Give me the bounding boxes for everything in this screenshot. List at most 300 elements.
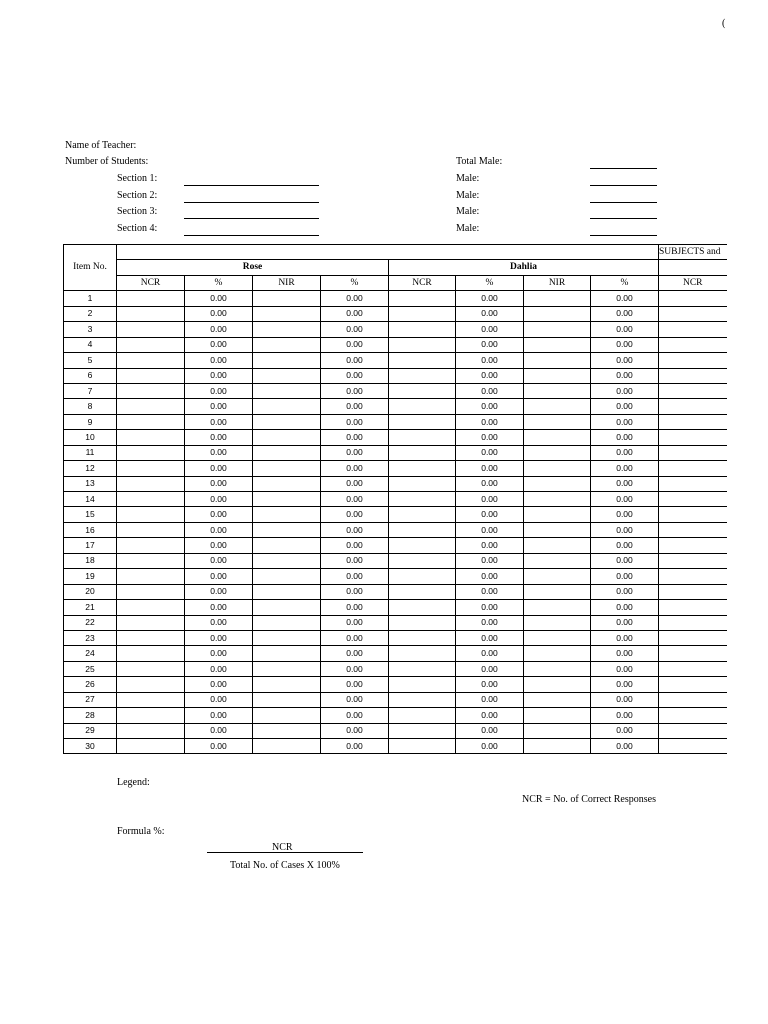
entry-cell[interactable]: [389, 337, 456, 352]
entry-cell[interactable]: [524, 569, 591, 584]
percent-cell: 0.00: [591, 677, 659, 692]
entry-cell[interactable]: [253, 383, 321, 398]
percent-cell: 0.00: [456, 661, 524, 676]
entry-cell[interactable]: [389, 522, 456, 537]
entry-cell[interactable]: [524, 522, 591, 537]
section-4-label: Section 4:: [117, 223, 158, 234]
section-4-male-field[interactable]: [590, 235, 657, 236]
item-number-cell: 1: [64, 291, 117, 306]
percent-cell: 0.00: [321, 646, 389, 661]
entry-cell[interactable]: [659, 538, 727, 553]
col-header: NCR: [659, 275, 727, 290]
entry-cell[interactable]: [117, 492, 185, 507]
table-row: [64, 322, 727, 337]
percent-cell: 0.00: [321, 337, 389, 352]
subjects-spacer: [117, 245, 659, 260]
col-header: %: [591, 275, 659, 290]
entry-cell[interactable]: [659, 584, 727, 599]
entry-cell[interactable]: [524, 322, 591, 337]
entry-cell[interactable]: [253, 476, 321, 491]
entry-cell[interactable]: [253, 306, 321, 321]
entry-cell[interactable]: [659, 569, 727, 584]
table-row: [64, 677, 727, 692]
column-header-row: [64, 275, 727, 290]
entry-cell[interactable]: [524, 368, 591, 383]
entry-cell[interactable]: [389, 584, 456, 599]
entry-cell[interactable]: [524, 661, 591, 676]
percent-cell: 0.00: [591, 708, 659, 723]
entry-cell[interactable]: [253, 553, 321, 568]
entry-cell[interactable]: [253, 337, 321, 352]
entry-cell[interactable]: [659, 368, 727, 383]
entry-cell[interactable]: [659, 553, 727, 568]
item-number-cell: 13: [64, 476, 117, 491]
entry-cell[interactable]: [524, 615, 591, 630]
entry-cell[interactable]: [659, 646, 727, 661]
entry-cell[interactable]: [253, 723, 321, 738]
entry-cell[interactable]: [389, 538, 456, 553]
percent-cell: 0.00: [321, 615, 389, 630]
table-row: [64, 383, 727, 398]
entry-cell[interactable]: [659, 337, 727, 352]
entry-cell[interactable]: [524, 430, 591, 445]
entry-cell[interactable]: [524, 538, 591, 553]
entry-cell[interactable]: [253, 353, 321, 368]
entry-cell[interactable]: [389, 661, 456, 676]
percent-cell: 0.00: [321, 507, 389, 522]
entry-cell[interactable]: [524, 646, 591, 661]
entry-cell[interactable]: [524, 461, 591, 476]
group-header-next: [659, 260, 727, 275]
percent-cell: 0.00: [591, 492, 659, 507]
entry-cell[interactable]: [117, 507, 185, 522]
entry-cell[interactable]: [253, 430, 321, 445]
percent-cell: 0.00: [321, 291, 389, 306]
percent-cell: 0.00: [456, 723, 524, 738]
percent-cell: 0.00: [321, 492, 389, 507]
entry-cell[interactable]: [659, 306, 727, 321]
item-number-cell: 30: [64, 739, 117, 754]
entry-cell[interactable]: [253, 445, 321, 460]
table-row: [64, 445, 727, 460]
item-number-cell: 14: [64, 492, 117, 507]
table-row: [64, 306, 727, 321]
item-number-cell: 29: [64, 723, 117, 738]
table-row: [64, 353, 727, 368]
entry-cell[interactable]: [659, 291, 727, 306]
entry-cell[interactable]: [389, 430, 456, 445]
entry-cell[interactable]: [659, 430, 727, 445]
table-row: [64, 692, 727, 707]
percent-cell: 0.00: [456, 569, 524, 584]
item-number-cell: 27: [64, 692, 117, 707]
entry-cell[interactable]: [389, 692, 456, 707]
entry-cell[interactable]: [253, 615, 321, 630]
students-label: Number of Students:: [65, 156, 149, 167]
percent-cell: 0.00: [321, 692, 389, 707]
entry-cell[interactable]: [389, 569, 456, 584]
section-2-male-label: Male:: [456, 190, 480, 201]
percent-cell: 0.00: [591, 646, 659, 661]
entry-cell[interactable]: [253, 630, 321, 645]
percent-cell: 0.00: [185, 646, 253, 661]
entry-cell[interactable]: [659, 723, 727, 738]
table-row: [64, 414, 727, 429]
percent-cell: 0.00: [321, 708, 389, 723]
section-1-label: Section 1:: [117, 173, 158, 184]
entry-cell[interactable]: [253, 538, 321, 553]
formula-denominator: Total No. of Cases X 100%: [230, 860, 340, 871]
item-number-cell: 23: [64, 630, 117, 645]
entry-cell[interactable]: [253, 322, 321, 337]
percent-cell: 0.00: [456, 430, 524, 445]
item-number-cell: 10: [64, 430, 117, 445]
section-2-male-field[interactable]: [590, 202, 657, 203]
entry-cell[interactable]: [253, 569, 321, 584]
entry-cell[interactable]: [524, 708, 591, 723]
entry-cell[interactable]: [659, 353, 727, 368]
entry-cell[interactable]: [117, 445, 185, 460]
percent-cell: 0.00: [185, 368, 253, 383]
percent-cell: 0.00: [185, 306, 253, 321]
percent-cell: 0.00: [591, 661, 659, 676]
percent-cell: 0.00: [185, 569, 253, 584]
item-number-cell: 9: [64, 414, 117, 429]
section-3-label: Section 3:: [117, 206, 158, 217]
percent-cell: 0.00: [185, 522, 253, 537]
percent-cell: 0.00: [591, 553, 659, 568]
percent-cell: 0.00: [321, 383, 389, 398]
entry-cell[interactable]: [659, 600, 727, 615]
percent-cell: 0.00: [321, 430, 389, 445]
item-number-cell: 2: [64, 306, 117, 321]
entry-cell[interactable]: [659, 507, 727, 522]
entry-cell[interactable]: [117, 615, 185, 630]
entry-cell[interactable]: [659, 615, 727, 630]
entry-cell[interactable]: [659, 739, 727, 754]
entry-cell[interactable]: [659, 445, 727, 460]
entry-cell[interactable]: [659, 522, 727, 537]
group-header-dahlia: Dahlia: [389, 260, 659, 275]
entry-cell[interactable]: [389, 739, 456, 754]
entry-cell[interactable]: [117, 399, 185, 414]
entry-cell[interactable]: [524, 399, 591, 414]
entry-cell[interactable]: [117, 430, 185, 445]
item-number-cell: 5: [64, 353, 117, 368]
entry-cell[interactable]: [117, 723, 185, 738]
entry-cell[interactable]: [659, 383, 727, 398]
entry-cell[interactable]: [117, 708, 185, 723]
entry-cell[interactable]: [659, 692, 727, 707]
entry-cell[interactable]: [389, 414, 456, 429]
subjects-header: SUBJECTS and: [659, 245, 727, 260]
percent-cell: 0.00: [456, 368, 524, 383]
item-number-cell: 28: [64, 708, 117, 723]
percent-cell: 0.00: [456, 492, 524, 507]
entry-cell[interactable]: [389, 677, 456, 692]
percent-cell: 0.00: [456, 353, 524, 368]
percent-cell: 0.00: [456, 600, 524, 615]
item-number-cell: 24: [64, 646, 117, 661]
percent-cell: 0.00: [591, 522, 659, 537]
percent-cell: 0.00: [321, 368, 389, 383]
entry-cell[interactable]: [659, 492, 727, 507]
percent-cell: 0.00: [321, 399, 389, 414]
entry-cell[interactable]: [117, 569, 185, 584]
percent-cell: 0.00: [321, 522, 389, 537]
percent-cell: 0.00: [185, 430, 253, 445]
entry-cell[interactable]: [253, 399, 321, 414]
col-header: %: [456, 275, 524, 290]
entry-cell[interactable]: [389, 383, 456, 398]
formula-fraction-bar: [207, 852, 363, 853]
entry-cell[interactable]: [117, 522, 185, 537]
entry-cell[interactable]: [253, 368, 321, 383]
entry-cell[interactable]: [117, 661, 185, 676]
entry-cell[interactable]: [253, 708, 321, 723]
percent-cell: 0.00: [185, 353, 253, 368]
percent-cell: 0.00: [591, 414, 659, 429]
table-row: [64, 584, 727, 599]
section-1-field[interactable]: [184, 185, 319, 186]
section-1-male-label: Male:: [456, 173, 480, 184]
table-row: [64, 538, 727, 553]
percent-cell: 0.00: [321, 353, 389, 368]
legend-label: Legend:: [117, 777, 150, 788]
formula-numerator: NCR: [272, 842, 293, 853]
entry-cell[interactable]: [117, 646, 185, 661]
section-3-field[interactable]: [184, 218, 319, 219]
entry-cell[interactable]: [117, 291, 185, 306]
percent-cell: 0.00: [321, 553, 389, 568]
percent-cell: 0.00: [456, 291, 524, 306]
entry-cell[interactable]: [524, 723, 591, 738]
entry-cell[interactable]: [389, 353, 456, 368]
entry-cell[interactable]: [659, 414, 727, 429]
entry-cell[interactable]: [524, 414, 591, 429]
percent-cell: 0.00: [185, 461, 253, 476]
entry-cell[interactable]: [117, 538, 185, 553]
percent-cell: 0.00: [321, 739, 389, 754]
entry-cell[interactable]: [253, 507, 321, 522]
percent-cell: 0.00: [456, 399, 524, 414]
item-number-cell: 16: [64, 522, 117, 537]
percent-cell: 0.00: [185, 708, 253, 723]
item-number-cell: 22: [64, 615, 117, 630]
section-1-male-field[interactable]: [590, 185, 657, 186]
entry-cell[interactable]: [389, 723, 456, 738]
entry-cell[interactable]: [253, 661, 321, 676]
entry-cell[interactable]: [117, 553, 185, 568]
entry-cell[interactable]: [659, 708, 727, 723]
group-header-row: [64, 260, 727, 275]
table-row: [64, 492, 727, 507]
entry-cell[interactable]: [117, 306, 185, 321]
percent-cell: 0.00: [185, 538, 253, 553]
entry-cell[interactable]: [659, 322, 727, 337]
percent-cell: 0.00: [185, 553, 253, 568]
entry-cell[interactable]: [389, 708, 456, 723]
entry-cell[interactable]: [659, 476, 727, 491]
entry-cell[interactable]: [389, 445, 456, 460]
entry-cell[interactable]: [253, 646, 321, 661]
entry-cell[interactable]: [117, 322, 185, 337]
entry-cell[interactable]: [389, 492, 456, 507]
section-2-label: Section 2:: [117, 190, 158, 201]
entry-cell[interactable]: [524, 553, 591, 568]
percent-cell: 0.00: [591, 569, 659, 584]
entry-cell[interactable]: [524, 383, 591, 398]
entry-cell[interactable]: [524, 677, 591, 692]
entry-cell[interactable]: [659, 461, 727, 476]
entry-cell[interactable]: [117, 677, 185, 692]
table-row: [64, 476, 727, 491]
percent-cell: 0.00: [321, 538, 389, 553]
entry-cell[interactable]: [389, 291, 456, 306]
entry-cell[interactable]: [389, 306, 456, 321]
table-row: [64, 399, 727, 414]
entry-cell[interactable]: [524, 306, 591, 321]
entry-cell[interactable]: [253, 291, 321, 306]
table-row: [64, 461, 727, 476]
section-4-male-label: Male:: [456, 223, 480, 234]
entry-cell[interactable]: [659, 661, 727, 676]
percent-cell: 0.00: [456, 538, 524, 553]
table-row: [64, 646, 727, 661]
percent-cell: 0.00: [321, 306, 389, 321]
entry-cell[interactable]: [389, 646, 456, 661]
col-header: %: [321, 275, 389, 290]
item-number-cell: 18: [64, 553, 117, 568]
percent-cell: 0.00: [185, 322, 253, 337]
entry-cell[interactable]: [524, 476, 591, 491]
percent-cell: 0.00: [185, 383, 253, 398]
entry-cell[interactable]: [253, 414, 321, 429]
entry-cell[interactable]: [117, 368, 185, 383]
table-row: [64, 430, 727, 445]
entry-cell[interactable]: [117, 584, 185, 599]
entry-cell[interactable]: [117, 630, 185, 645]
entry-cell[interactable]: [389, 600, 456, 615]
entry-cell[interactable]: [389, 476, 456, 491]
item-number-cell: 7: [64, 383, 117, 398]
entry-cell[interactable]: [389, 507, 456, 522]
percent-cell: 0.00: [591, 584, 659, 599]
entry-cell[interactable]: [117, 739, 185, 754]
percent-cell: 0.00: [185, 414, 253, 429]
item-number-cell: 12: [64, 461, 117, 476]
entry-cell[interactable]: [253, 492, 321, 507]
entry-cell[interactable]: [253, 677, 321, 692]
entry-cell[interactable]: [524, 337, 591, 352]
percent-cell: 0.00: [185, 445, 253, 460]
percent-cell: 0.00: [456, 646, 524, 661]
entry-cell[interactable]: [524, 739, 591, 754]
percent-cell: 0.00: [591, 476, 659, 491]
entry-cell[interactable]: [253, 739, 321, 754]
entry-cell[interactable]: [253, 584, 321, 599]
entry-cell[interactable]: [389, 615, 456, 630]
entry-cell[interactable]: [389, 461, 456, 476]
legend-ncr-text: NCR = No. of Correct Responses: [522, 794, 656, 805]
table-row: [64, 723, 727, 738]
entry-cell[interactable]: [524, 584, 591, 599]
percent-cell: 0.00: [456, 306, 524, 321]
entry-cell[interactable]: [389, 368, 456, 383]
entry-cell[interactable]: [524, 353, 591, 368]
entry-cell[interactable]: [524, 445, 591, 460]
entry-cell[interactable]: [117, 353, 185, 368]
group-header-rose: Rose: [117, 260, 389, 275]
percent-cell: 0.00: [456, 322, 524, 337]
entry-cell[interactable]: [117, 692, 185, 707]
entry-cell[interactable]: [389, 322, 456, 337]
entry-cell[interactable]: [117, 337, 185, 352]
entry-cell[interactable]: [524, 507, 591, 522]
entry-cell[interactable]: [117, 383, 185, 398]
entry-cell[interactable]: [389, 399, 456, 414]
entry-cell[interactable]: [253, 600, 321, 615]
percent-cell: 0.00: [591, 322, 659, 337]
entry-cell[interactable]: [524, 600, 591, 615]
entry-cell[interactable]: [524, 692, 591, 707]
entry-cell[interactable]: [117, 476, 185, 491]
col-header: NIR: [253, 275, 321, 290]
entry-cell[interactable]: [117, 414, 185, 429]
section-3-male-field[interactable]: [590, 218, 657, 219]
percent-cell: 0.00: [185, 739, 253, 754]
entry-cell[interactable]: [659, 630, 727, 645]
entry-cell[interactable]: [524, 291, 591, 306]
percent-cell: 0.00: [456, 461, 524, 476]
item-number-cell: 4: [64, 337, 117, 352]
table-row: [64, 661, 727, 676]
total-male-field[interactable]: [590, 168, 657, 169]
entry-cell[interactable]: [253, 692, 321, 707]
section-2-field[interactable]: [184, 202, 319, 203]
percent-cell: 0.00: [591, 337, 659, 352]
item-number-cell: 15: [64, 507, 117, 522]
percent-cell: 0.00: [456, 522, 524, 537]
entry-cell[interactable]: [253, 461, 321, 476]
percent-cell: 0.00: [456, 414, 524, 429]
col-header: NCR: [117, 275, 185, 290]
entry-cell[interactable]: [389, 630, 456, 645]
entry-cell[interactable]: [117, 461, 185, 476]
table-row: [64, 337, 727, 352]
entry-cell[interactable]: [524, 630, 591, 645]
entry-cell[interactable]: [253, 522, 321, 537]
percent-cell: 0.00: [185, 615, 253, 630]
percent-cell: 0.00: [591, 600, 659, 615]
percent-cell: 0.00: [185, 399, 253, 414]
corner-mark: (: [722, 18, 726, 29]
percent-cell: 0.00: [591, 430, 659, 445]
entry-cell[interactable]: [524, 492, 591, 507]
percent-cell: 0.00: [456, 677, 524, 692]
percent-cell: 0.00: [456, 445, 524, 460]
percent-cell: 0.00: [321, 600, 389, 615]
percent-cell: 0.00: [321, 461, 389, 476]
percent-cell: 0.00: [185, 291, 253, 306]
entry-cell[interactable]: [117, 600, 185, 615]
section-3-male-label: Male:: [456, 206, 480, 217]
entry-cell[interactable]: [659, 399, 727, 414]
section-4-field[interactable]: [184, 235, 319, 236]
entry-cell[interactable]: [389, 553, 456, 568]
entry-cell[interactable]: [659, 677, 727, 692]
percent-cell: 0.00: [591, 368, 659, 383]
